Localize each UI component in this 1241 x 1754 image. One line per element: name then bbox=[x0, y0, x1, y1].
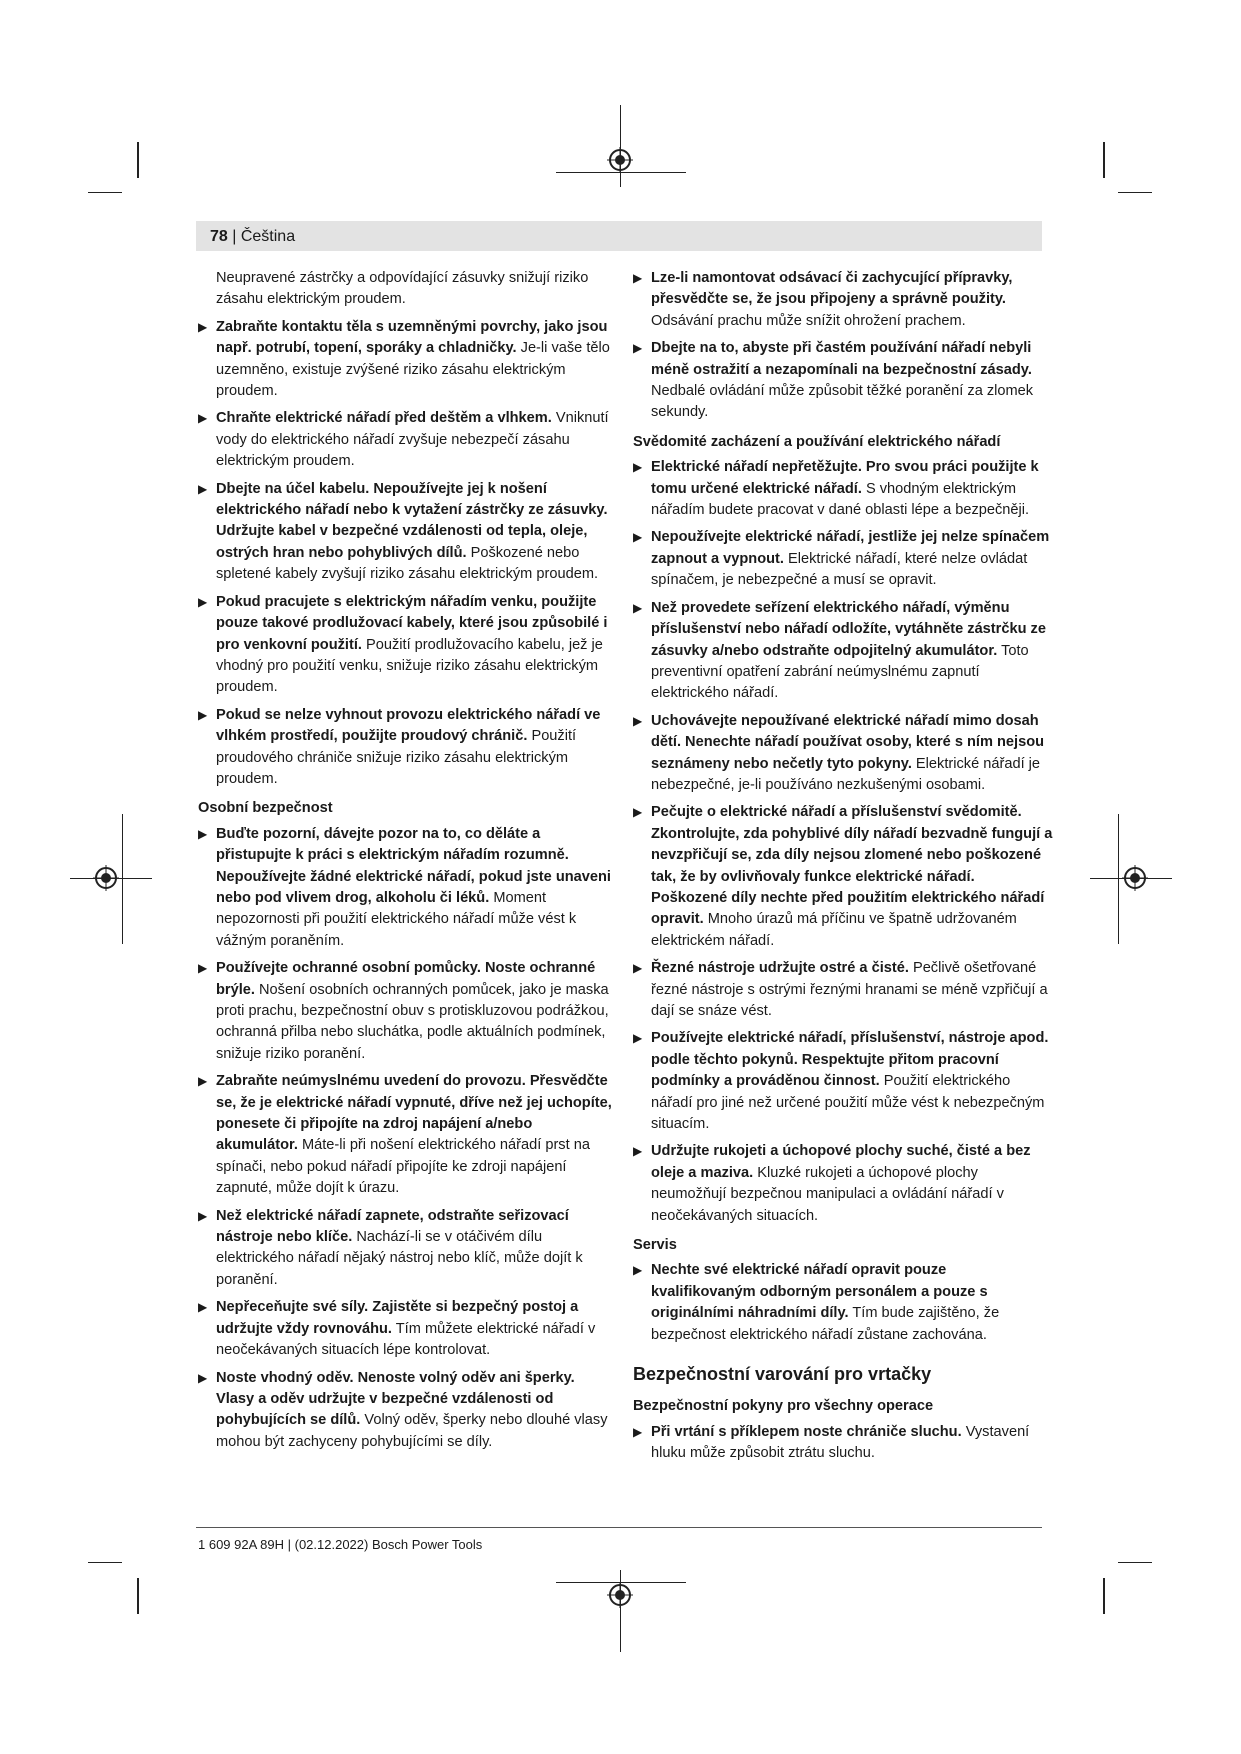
bullet-arrow-icon: ▶ bbox=[198, 707, 208, 722]
bullet-bold-text: Uchovávejte nepoužívané elektrické nářadí mimo dosah dětí. Nenechte nářadí používat osoby, které s ním nejsou seznámeny nebo nečetly tyto pokyny. bbox=[651, 712, 1045, 772]
bullet-bold-text: Pečujte o elektrické nářadí a příslušenství svědomitě. Zkontrolujte, zda pohyblivé díly nářadí bezvadně fungují a nevzpřičují se, zda díly nejsou zlomené nebo poškozené tak, že by ovlivňovaly funkce elektrické nářadí. Poškozené díly nechte před použitím elektrického nářadí opravit. bbox=[651, 804, 1053, 928]
bullet-arrow-icon: ▶ bbox=[198, 481, 208, 496]
bullet-item bbox=[198, 408, 616, 472]
bullet-text: Nachází-li se v otáčivém dílu elektrického nářadí nějaký nástroj nebo klíč, může dojít k poranění. bbox=[216, 1229, 583, 1288]
registration-line bbox=[1118, 814, 1119, 944]
bullet-item bbox=[198, 592, 616, 699]
bullet-arrow-icon: ▶ bbox=[198, 1208, 208, 1223]
bullet-text: Použití prodlužovacího kabelu, jež je vhodný pro použití venku, snižuje riziko zásahu elektrickým proudem. bbox=[216, 636, 603, 696]
heading-all-operations: Bezpečnostní pokyny pro všechny operace bbox=[633, 1398, 934, 1415]
left-column bbox=[198, 268, 616, 1459]
bullet-text: Kluzké rukojeti a úchopové plochy neumožňují bezpečnou manipulaci a ovládání nářadí v neočekávaných situacích. bbox=[651, 1164, 1004, 1224]
bullet-item bbox=[633, 1028, 1053, 1135]
bullet-arrow-icon: ▶ bbox=[633, 713, 643, 728]
bullet-bold-text: Používejte ochranné osobní pomůcky. Noste ochranné brýle. bbox=[216, 960, 596, 998]
registration-target-icon bbox=[607, 1582, 633, 1608]
bullet-bold-text: Nechte své elektrické nářadí opravit pouze kvalifikovaným odborným personálem a pouze s originálními náhradními díly. bbox=[651, 1262, 988, 1322]
bullet-text: Tím můžete elektrické nářadí v neočekávaných situacích lépe kontrolovat. bbox=[216, 1320, 596, 1359]
crop-mark bbox=[137, 142, 139, 178]
bullet-list bbox=[198, 824, 616, 1453]
crop-mark bbox=[1103, 1578, 1105, 1614]
registration-line bbox=[620, 105, 621, 187]
bullet-text: Toto preventivní opatření zabrání neúmyslnému zapnutí elektrického nářadí. bbox=[651, 642, 1029, 702]
bullet-item bbox=[633, 527, 1053, 591]
bullet-list bbox=[633, 457, 1053, 1227]
bullet-arrow-icon: ▶ bbox=[633, 530, 643, 545]
registration-target-icon bbox=[93, 865, 119, 891]
bullet-arrow-icon: ▶ bbox=[198, 826, 208, 841]
bullet-arrow-icon: ▶ bbox=[633, 1424, 643, 1439]
bullet-item bbox=[633, 598, 1053, 705]
bullet-text: Poškozené nebo spletené kabely zvyšují riziko zásahu elektrickým proudem. bbox=[216, 544, 599, 583]
footer-rule bbox=[196, 1527, 1042, 1528]
crop-mark bbox=[88, 1562, 122, 1563]
bullet-arrow-icon: ▶ bbox=[198, 1300, 208, 1315]
page-number: 78 bbox=[210, 228, 228, 245]
bullet-item bbox=[198, 824, 616, 952]
crop-mark bbox=[1118, 192, 1152, 193]
bullet-bold-text: Než provedete seřízení elektrického nářadí, výměnu příslušenství nebo nářadí odložíte, vytáhněte zástrčku ze zásuvky a/nebo odstraňte odpojitelný akumulátor. bbox=[651, 599, 1046, 659]
bullet-list bbox=[633, 1260, 1053, 1346]
bullet-bold-text: Dbejte na účel kabelu. Nepoužívejte jej k nošení elektrického nářadí nebo k vytažení zástrčky ze zásuvky. Udržujte kabel v bezpečné vzdálenosti od tepla, oleje, ostrých hran nebo pohyblivých dílů. bbox=[216, 480, 608, 561]
bullet-arrow-icon: ▶ bbox=[198, 594, 208, 609]
bullet-bold-text: Než elektrické nářadí zapnete, odstraňte seřizovací nástroje nebo klíče. bbox=[216, 1207, 569, 1246]
heading-personal-safety: Osobní bezpečnost bbox=[198, 800, 333, 817]
right-column bbox=[633, 268, 1053, 1470]
bullet-text: Elektrické nářadí, které nelze ovládat spínačem, je nebezpečné a musí se opravit. bbox=[651, 550, 1028, 589]
registration-line bbox=[122, 814, 123, 944]
bullet-text: Vniknutí vody do elektrického nářadí zvyšuje nebezpečí zásahu elektrickým proudem. bbox=[216, 410, 609, 470]
bullet-arrow-icon: ▶ bbox=[633, 1263, 643, 1278]
bullet-text: Mnoho úrazů má příčinu ve špatně udržovaném elektrickém nářadí. bbox=[651, 911, 1017, 949]
bullet-arrow-icon: ▶ bbox=[633, 961, 643, 976]
bullet-arrow-icon: ▶ bbox=[198, 1370, 208, 1385]
bullet-text: Nedbalé ovládání může způsobit těžké poranění za zlomek sekundy. bbox=[651, 383, 1034, 421]
bullet-item bbox=[633, 268, 1053, 332]
bullet-item bbox=[198, 958, 616, 1065]
bullet-arrow-icon: ▶ bbox=[198, 961, 208, 976]
bullet-bold-text: Pokud se nelze vyhnout provozu elektrického nářadí ve vlhkém prostředí, použijte proudový chránič. bbox=[216, 706, 601, 745]
heading-service: Servis bbox=[633, 1237, 677, 1254]
bullet-text: Pečlivě ošetřované řezné nástroje s ostrými řeznými hranami se méně vzpřičují a dají se snáze vést. bbox=[651, 960, 1048, 1019]
bullet-item bbox=[198, 317, 616, 403]
bullet-bold-text: Chraňte elektrické nářadí před deštěm a vlhkem. bbox=[216, 410, 552, 427]
bullet-item bbox=[633, 1422, 1053, 1465]
page-footer: 1 609 92A 89H | (02.12.2022) Bosch Power Tools bbox=[198, 1537, 483, 1552]
page-header bbox=[210, 227, 295, 247]
bullet-item bbox=[633, 457, 1053, 521]
bullet-item bbox=[198, 705, 616, 791]
bullet-text: Nošení osobních ochranných pomůcek, jako je maska proti prachu, bezpečnostní obuv s protiskluzovou podrážkou, ochranná přilba nebo sluchátka, podle aktuálních podmínek, snižuje riziko poranění. bbox=[216, 981, 609, 1062]
bullet-bold-text: Udržujte rukojeti a úchopové plochy suché, čisté a bez oleje a maziva. bbox=[651, 1143, 1031, 1181]
bullet-text: Tím bude zajištěno, že bezpečnost elektrického nářadí zůstane zachována. bbox=[651, 1305, 1000, 1343]
bullet-bold-text: Při vrtání s příklepem noste chrániče sluchu. bbox=[651, 1423, 962, 1440]
bullet-item bbox=[633, 1141, 1053, 1227]
bullet-text: Moment nepozornosti při použití elektrického nářadí může vést k vážným poraněním. bbox=[216, 889, 577, 949]
bullet-bold-text: Buďte pozorní, dávejte pozor na to, co děláte a přistupujte k práci s elektrickým nářadím rozumně. Nepoužívejte žádné elektrické nářadí, pokud jste unaveni nebo pod vlivem drog, alkoholu či léků. bbox=[216, 825, 611, 906]
section-title-drills: Bezpečnostní varování pro vrtačky bbox=[633, 1364, 932, 1385]
bullet-arrow-icon: ▶ bbox=[198, 319, 208, 334]
bullet-item bbox=[198, 1368, 616, 1454]
header-separator: | bbox=[227, 228, 241, 245]
bullet-list bbox=[198, 317, 616, 791]
bullet-bold-text: Elektrické nářadí nepřetěžujte. Pro svou práci použijte k tomu určené elektrické nářadí. bbox=[651, 459, 1039, 497]
bullet-bold-text: Noste vhodný oděv. Nenoste volný oděv ani šperky. Vlasy a oděv udržujte v bezpečné vzdálenosti od pohybujících se dílů. bbox=[216, 1369, 575, 1429]
bullet-item bbox=[198, 479, 616, 586]
bullet-bold-text: Pokud pracujete s elektrickým nářadím venku, použijte pouze takové prodlužovací kabely, které jsou způsobilé i pro venkovní použití. bbox=[216, 593, 608, 653]
bullet-item bbox=[198, 1071, 616, 1199]
bullet-bold-text: Řezné nástroje udržujte ostré a čisté. bbox=[651, 960, 909, 977]
crop-mark bbox=[137, 1578, 139, 1614]
bullet-arrow-icon: ▶ bbox=[633, 460, 643, 475]
bullet-arrow-icon: ▶ bbox=[633, 805, 643, 820]
bullet-item bbox=[633, 338, 1053, 424]
header-band bbox=[196, 221, 1042, 251]
bullet-item bbox=[633, 711, 1053, 797]
bullet-arrow-icon: ▶ bbox=[198, 1074, 208, 1089]
bullet-bold-text: Lze-li namontovat odsávací či zachycující přípravky, přesvědčte se, že jsou připojeny a správně použity. bbox=[651, 270, 1013, 308]
bullet-list bbox=[633, 268, 1053, 424]
crop-mark bbox=[1118, 1562, 1152, 1563]
bullet-item bbox=[198, 1297, 616, 1361]
registration-target-icon bbox=[1122, 865, 1148, 891]
bullet-arrow-icon: ▶ bbox=[633, 271, 643, 285]
bullet-text: Elektrické nářadí je nebezpečné, je-li používáno nezkušenými osobami. bbox=[651, 755, 1041, 793]
bullet-text: Použití elektrického nářadí pro jiné než určené použití může vést k nebezpečným situacím. bbox=[651, 1073, 1045, 1133]
header-language: Čeština bbox=[240, 228, 296, 245]
bullet-bold-text: Zabraňte neúmyslnému uvedení do provozu. Přesvědčte se, že je elektrické nářadí vypnuté, dříve než jej uchopíte, ponesete či připojíte na zdroj napájení a/nebo akumulátor. bbox=[216, 1073, 612, 1154]
bullet-text: Volný oděv, šperky nebo dlouhé vlasy mohou být zachyceny pohybujícími se díly. bbox=[216, 1412, 608, 1450]
bullet-text: Použití proudového chrániče snižuje riziko zásahu elektrickým proudem. bbox=[216, 728, 577, 787]
bullet-item bbox=[633, 958, 1053, 1022]
bullet-text: Vystavení hluku může způsobit ztrátu sluchu. bbox=[651, 1423, 1030, 1461]
bullet-text: S vhodným elektrickým nářadím budete pracovat v dané oblasti lépe a bezpečněji. bbox=[651, 480, 1030, 519]
crop-mark bbox=[1103, 142, 1105, 178]
bullet-bold-text: Používejte elektrické nářadí, příslušenství, nástroje apod. podle těchto pokynů. Respektujte přitom pracovní podmínky a prováděnou činnost. bbox=[651, 1030, 1049, 1090]
bullet-item bbox=[633, 802, 1053, 952]
intro-paragraph: Neupravené zástrčky a odpovídající zásuvky snižují riziko zásahu elektrickým proudem. bbox=[216, 270, 589, 308]
bullet-bold-text: Nepřeceňujte své síly. Zajistěte si bezpečný postoj a udržujte vždy rovnováhu. bbox=[216, 1299, 579, 1337]
heading-tool-care: Svědomité zacházení a používání elektrického nářadí bbox=[633, 433, 1001, 450]
bullet-bold-text: Nepoužívejte elektrické nářadí, jestliže jej nelze spínačem zapnout a vypnout. bbox=[651, 529, 1050, 567]
bullet-arrow-icon: ▶ bbox=[633, 1031, 643, 1046]
bullet-arrow-icon: ▶ bbox=[633, 341, 643, 356]
bullet-text: Máte-li při nošení elektrického nářadí prst na spínači, nebo pokud nářadí připojíte ke zdroji napájení zapnuté, může dojít k úrazu. bbox=[216, 1137, 590, 1197]
crop-mark bbox=[88, 192, 122, 193]
bullet-text: Je-li vaše tělo uzemněno, existuje zvýšené riziko zásahu elektrickým proudem. bbox=[216, 340, 610, 400]
bullet-arrow-icon: ▶ bbox=[633, 600, 643, 615]
bullet-item bbox=[198, 1206, 616, 1292]
bullet-text: Odsávání prachu může snížit ohrožení prachem. bbox=[651, 312, 966, 329]
bullet-bold-text: Zabraňte kontaktu těla s uzemněnými povrchy, jako jsou např. potrubí, topení, sporáky a chladničky. bbox=[216, 318, 608, 357]
bullet-bold-text: Dbejte na to, abyste při častém používání nářadí nebyli méně ostražití a nezapomínali na bezpečnostní zásady. bbox=[651, 340, 1032, 378]
bullet-list bbox=[633, 1422, 1053, 1465]
bullet-item bbox=[633, 1260, 1053, 1346]
registration-target-icon bbox=[607, 147, 633, 173]
bullet-arrow-icon: ▶ bbox=[198, 411, 208, 426]
bullet-arrow-icon: ▶ bbox=[633, 1144, 643, 1159]
